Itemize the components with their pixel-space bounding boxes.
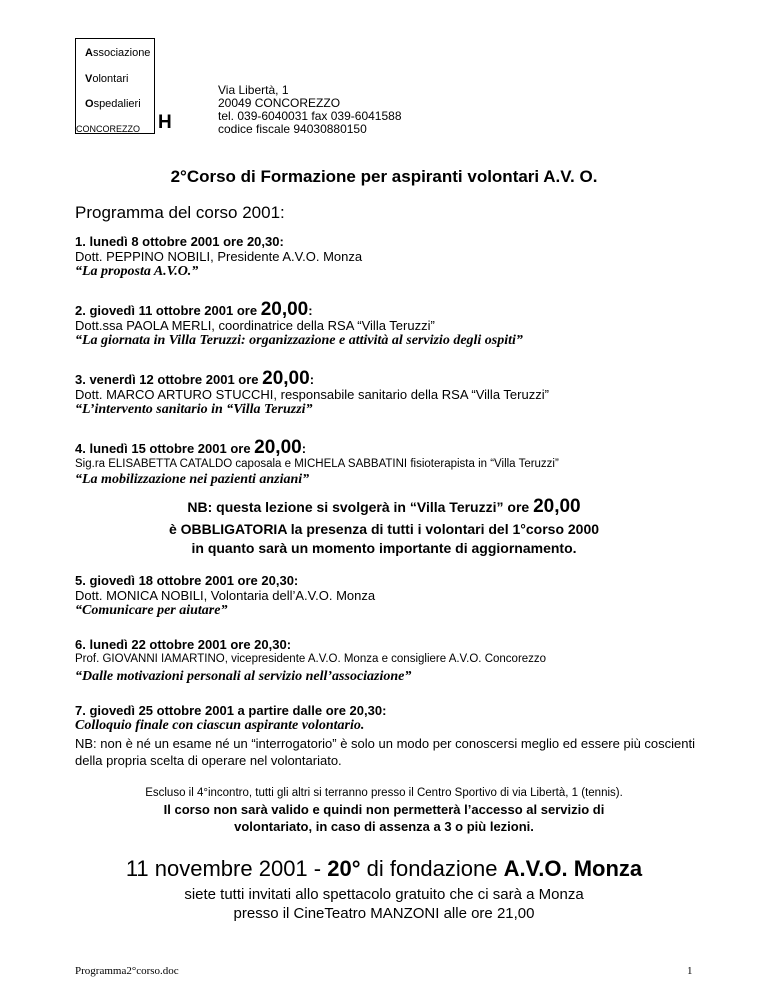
logo-line-3: Ospedalieri xyxy=(85,98,141,110)
item-3-head: 3. venerdì 12 ottobre 2001 ore 20,00: xyxy=(75,368,315,389)
event-headline: 11 novembre 2001 - 20° di fondazione A.V.O. Monza xyxy=(125,856,643,881)
footer-filename: Programma2°corso.doc xyxy=(75,965,179,977)
item-1-topic: “La proposta A.V.O.” xyxy=(75,264,199,279)
item-2-head: 2. giovedì 11 ottobre 2001 ore 20,00: xyxy=(75,299,313,320)
logo-divider xyxy=(75,133,155,134)
logo-line-1: Associazione xyxy=(85,47,151,59)
nb-line-2: è OBBLIGATORIA la presenza di tutti i volontari del 1°corso 2000 xyxy=(168,521,600,537)
program-heading: Programma del corso 2001: xyxy=(75,203,285,222)
nb-line-3: in quanto sarà un momento importante di aggiornamento. xyxy=(191,540,577,556)
nb-line-1: NB: questa lezione si svolgerà in “Villa Teruzzi” ore 20,00 xyxy=(187,496,581,517)
event-line-3: presso il CineTeatro MANZONI alle ore 21,00 xyxy=(233,905,535,922)
logo-city: CONCOREZZO xyxy=(76,124,140,134)
address-street: Via Libertà, 1 xyxy=(218,83,289,97)
venue-note: Escluso il 4°incontro, tutti gli altri si terranno presso il Centro Sportivo di via Libertà, 1 (tennis). xyxy=(145,787,623,799)
nb-note: NB: non è né un esame né un “interrogatorio” è solo un modo per conoscersi meglio ed essere più coscienti della propria scelta di operare nel volontariato. xyxy=(75,736,696,768)
footer-page-number: 1 xyxy=(687,965,693,977)
item-3-person: Dott. MARCO ARTURO STUCCHI, responsabile sanitario della RSA “Villa Teruzzi” xyxy=(75,387,549,402)
item-6-person: Prof. GIOVANNI IAMARTINO, vicepresidente A.V.O. Monza e consigliere A.V.O. Concorezzo xyxy=(75,653,547,665)
item-7-topic: Colloquio finale con ciascun aspirante volontario. xyxy=(75,718,365,733)
item-1-person: Dott. PEPPINO NOBILI, Presidente A.V.O. Monza xyxy=(75,249,363,264)
item-2-person: Dott.ssa PAOLA MERLI, coordinatrice della RSA “Villa Teruzzi” xyxy=(75,318,435,333)
event-line-2: siete tutti invitati allo spettacolo gratuito che ci sarà a Monza xyxy=(184,886,584,903)
page-title: 2°Corso di Formazione per aspiranti volontari A.V. O. xyxy=(170,167,598,186)
warning-line-1: Il corso non sarà valido e quindi non permetterà l’accesso al servizio di xyxy=(163,802,605,817)
item-5-person: Dott. MONICA NOBILI, Volontaria dell’A.V.O. Monza xyxy=(75,588,376,603)
address-city: 20049 CONCOREZZO xyxy=(218,96,341,110)
logo-line-2: Volontari xyxy=(85,73,129,85)
address-phone: tel. 039-6040031 fax 039-6041588 xyxy=(218,109,402,123)
item-4-topic: “La mobilizzazione nei pazienti anziani” xyxy=(75,472,310,487)
item-5-topic: “Comunicare per aiutare” xyxy=(75,603,228,618)
item-2-topic: “La giornata in Villa Teruzzi: organizzazione e attività al servizio degli ospiti” xyxy=(75,333,523,348)
item-3-topic: “L’intervento sanitario in “Villa Teruzzi” xyxy=(75,402,313,417)
item-5-head: 5. giovedì 18 ottobre 2001 ore 20,30: xyxy=(75,573,299,588)
item-7-head: 7. giovedì 25 ottobre 2001 a partire dalle ore 20,30: xyxy=(75,703,387,718)
item-1-head: 1. lunedì 8 ottobre 2001 ore 20,30: xyxy=(75,234,284,249)
item-6-head: 6. lunedì 22 ottobre 2001 ore 20,30: xyxy=(75,637,292,652)
address-tax-code: codice fiscale 94030880150 xyxy=(218,122,367,136)
item-4-person: Sig.ra ELISABETTA CATALDO caposala e MICHELA SABBATINI fisioterapista in “Villa Teruzzi” xyxy=(75,458,559,470)
warning-line-2: volontariato, in caso di assenza a 3 o più lezioni. xyxy=(234,819,534,834)
item-6-topic: “Dalle motivazioni personali al servizio nell’associazione” xyxy=(75,669,412,684)
item-4-head: 4. lunedì 15 ottobre 2001 ore 20,00: xyxy=(75,437,307,458)
logo-hospital-letter: H xyxy=(158,112,172,133)
